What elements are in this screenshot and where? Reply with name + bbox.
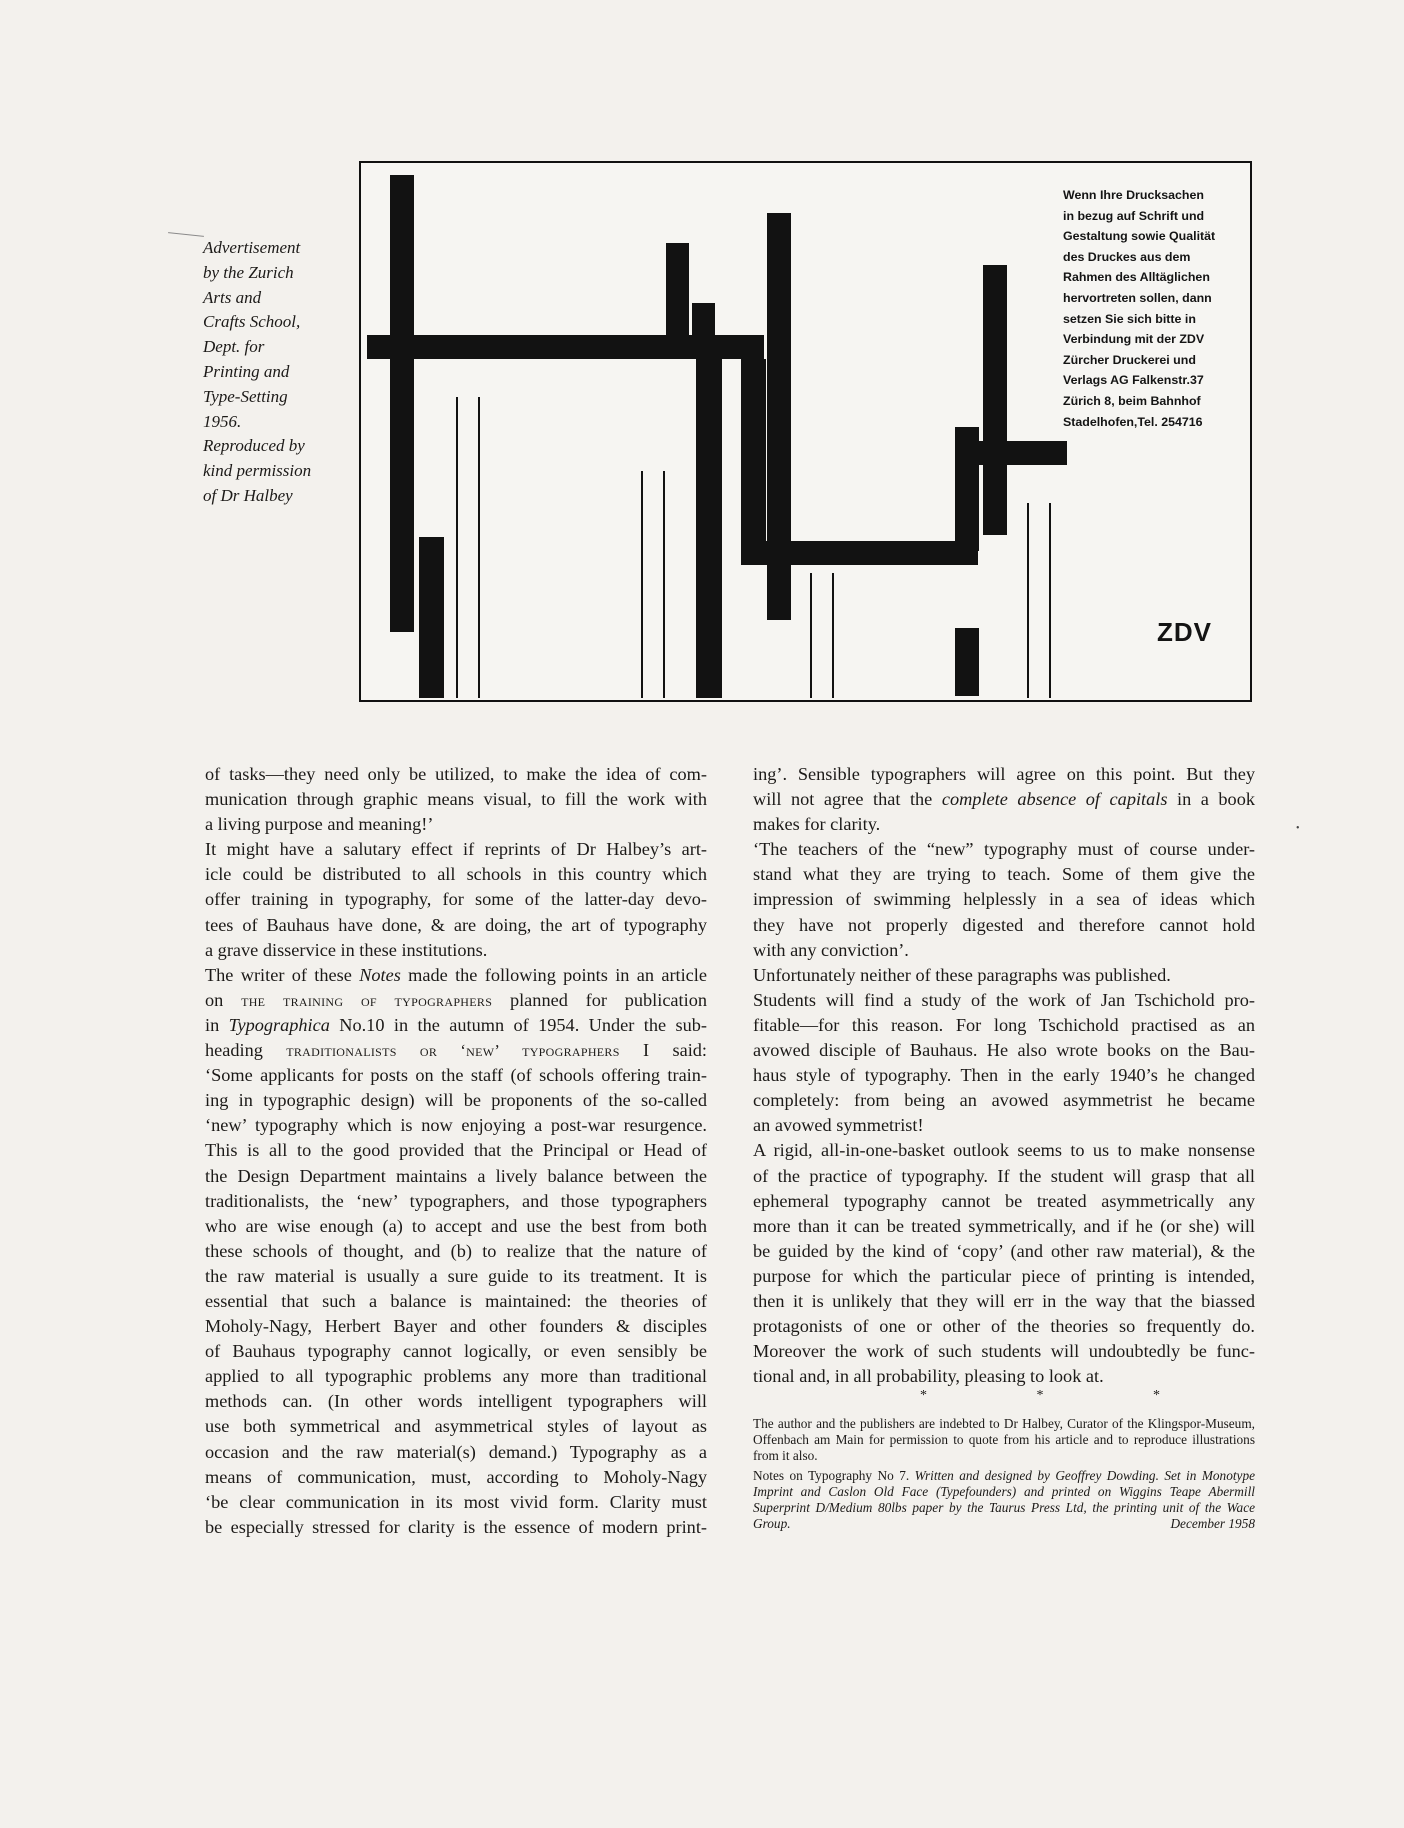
text-line: methods can. (In other words intelligent typographers will xyxy=(205,1391,707,1412)
ad-copy-line: setzen Sie sich bitte in xyxy=(1063,311,1196,326)
rule-line xyxy=(456,397,458,698)
small-caps-run: the training of typographers xyxy=(241,990,493,1010)
caption-line: of Dr Halbey xyxy=(203,485,293,505)
ad-copy-line: Verbindung mit der ZDV xyxy=(1063,332,1205,347)
caption-line: Type-Setting xyxy=(203,386,288,406)
section-separator xyxy=(920,1388,1160,1404)
text-line: munication through graphic means visual, to fill the work with xyxy=(205,789,707,810)
rule-line xyxy=(1049,503,1051,698)
text-line: protagonists of one or other of the theories so frequently do. xyxy=(753,1316,1255,1337)
ad-copy-line: Zürich 8, beim Bahnhof xyxy=(1063,393,1201,408)
text-line: with any conviction’. xyxy=(753,939,909,960)
text-line: essential that such a balance is maintained: the theories of xyxy=(205,1290,707,1311)
text-line: the raw material is usually a sure guide to its treatment. It is xyxy=(205,1265,707,1286)
text-line: a grave disservice in these institutions. xyxy=(205,939,488,960)
ad-copy-line: Verlags AG Falkenstr.37 xyxy=(1063,373,1204,388)
text-line: more than it can be treated symmetrically, and if he (or she) will xyxy=(753,1215,1255,1236)
text-run: in a book xyxy=(1167,789,1255,810)
ad-copy-line: Rahmen des Alltäglichen xyxy=(1063,270,1210,285)
rule-line xyxy=(663,471,665,698)
text-line: of the practice of typography. If the student will grasp that all xyxy=(753,1165,1255,1186)
text-run: made the following points in an article xyxy=(400,964,707,985)
ad-copy-line: Zürcher Druckerei und xyxy=(1063,352,1196,367)
ad-copy-line: des Druckes aus dem xyxy=(1063,249,1191,264)
text-line: ephemeral typography cannot be treated asymmetrically any xyxy=(753,1190,1255,1211)
bar xyxy=(741,359,766,554)
text-line: of tasks—they need only be utilized, to make the idea of com- xyxy=(205,764,707,784)
text-line: It might have a salutary effect if reprints of Dr Halbey’s art- xyxy=(205,839,707,860)
text-line: ‘new’ typography which is now enjoying a post-war resurgence. xyxy=(205,1115,707,1136)
rule-line xyxy=(1027,503,1029,698)
bar xyxy=(983,265,1007,535)
text-run: will not agree that the xyxy=(753,789,942,810)
text-line: occasion and the raw material(s) demand.) Typography as a xyxy=(205,1441,707,1462)
text-line: haus style of typography. Then in the early 1940’s he changed xyxy=(753,1065,1255,1086)
text-run: heading xyxy=(205,1040,287,1061)
bar xyxy=(390,175,414,632)
ad-copy-line: Wenn Ihre Drucksachen xyxy=(1063,188,1204,202)
text-line: tional and, in all probability, pleasing to look at. xyxy=(753,1366,1104,1387)
text-line: offer training in typography, for some of the latter-day devo- xyxy=(205,889,707,910)
text-line: ing in typographic design) will be proponents of the so-called xyxy=(205,1090,707,1111)
text-line: avowed disciple of Bauhaus. He also wrote books on the Bau- xyxy=(753,1040,1255,1061)
text-line: impression of swimming helplessly in a sea of ideas which xyxy=(753,889,1255,910)
text-line: fitable—for this reason. For long Tschichold practised as an xyxy=(753,1014,1255,1035)
text-line: an avowed symmetrist! xyxy=(753,1115,924,1136)
text-line: a living purpose and meaning!’ xyxy=(205,814,434,835)
text-line: Moholy-Nagy, Herbert Bayer and other founders & disciples xyxy=(205,1316,707,1337)
ad-copy-line: hervortreten sollen, dann xyxy=(1063,290,1212,305)
text-line: these schools of thought, and (b) to realize that the nature of xyxy=(205,1240,707,1261)
text-line xyxy=(205,1038,707,1063)
text-run: in xyxy=(205,1014,229,1035)
caption-line: Advertisement xyxy=(203,238,301,257)
text-line: ‘The teachers of the “new” typography must of course under- xyxy=(753,839,1255,860)
asterisk: * xyxy=(1153,1388,1160,1403)
colophon xyxy=(753,1468,1255,1532)
zdv-logo: ZDV xyxy=(1157,617,1212,647)
text-line: makes for clarity. xyxy=(753,814,881,835)
caption-line: Arts and xyxy=(203,287,262,307)
caption-line: 1956. xyxy=(203,411,242,431)
text-line: completely: from being an avowed asymmetrist he became xyxy=(753,1090,1255,1111)
text-line: ‘Some applicants for posts on the staff (of schools offering train- xyxy=(205,1065,707,1086)
caption-line: kind permission xyxy=(203,461,312,481)
text-line: use both symmetrical and asymmetrical styles of layout as xyxy=(205,1416,707,1437)
bar xyxy=(741,541,978,565)
text-line: means of communication, must, according to Moholy-Nagy xyxy=(205,1466,707,1487)
text-line: then it is unlikely that they will err in the way that the biassed xyxy=(753,1290,1255,1311)
caption-line: Reproduced by xyxy=(203,436,305,456)
ad-copy-line: in bezug auf Schrift und xyxy=(1063,208,1205,223)
caption-line: Crafts School, xyxy=(203,312,301,332)
caption-line: Printing and xyxy=(203,361,290,381)
text-line: stand what they are trying to teach. Some of them give the xyxy=(753,864,1255,885)
text-line: ‘be clear communication in its most vivid form. Clarity must xyxy=(205,1491,707,1512)
body-column-left xyxy=(205,762,707,1540)
ad-copy-line: Stadelhofen,Tel. 254716 xyxy=(1063,414,1203,429)
text-line xyxy=(205,963,707,988)
text-line: who are wise enough (a) to accept and use the best from both xyxy=(205,1215,707,1236)
text-line: traditionalists, the ‘new’ typographers, and those typographers xyxy=(205,1190,707,1211)
acknowledgement: The author and the publishers are indebted to Dr Halbey, Curator of the Klingspor-Museum, Offenbach am Main for permission to quote from his article and to reproduce illustrations from it also. xyxy=(753,1416,1255,1463)
text-line: be especially stressed for clarity is the essence of modern print- xyxy=(205,1516,707,1537)
colophon-credits: Written and designed by Geoffrey Dowding. Set in Monotype Imprint and Caslon Old Face (Typefounders) and printed on Wiggins Teape Abermill Superprint D/Medium 80lbs paper by the Taurus Press Ltd, the printing unit of the Wace Group. xyxy=(753,1468,1255,1531)
ad-copy xyxy=(1063,185,1243,432)
text-line xyxy=(205,1013,707,1038)
italic-run: complete absence of capitals xyxy=(941,789,1168,810)
rule-line xyxy=(478,397,480,698)
caption-line: by the Zurich xyxy=(203,262,294,282)
bar xyxy=(419,537,444,698)
margin-mark: • xyxy=(1296,823,1300,834)
body-column-right xyxy=(753,762,1255,1389)
italic-run: Typographica xyxy=(228,1014,330,1035)
text-line: Unfortunately neither of these paragraphs was published. xyxy=(753,964,1171,985)
ad-copy-line: Gestaltung sowie Qualität xyxy=(1063,229,1216,244)
bar xyxy=(955,441,1067,465)
text-line: ing’. Sensible typographers will agree on this point. But they xyxy=(753,764,1255,784)
text-line: tees of Bauhaus have done, & are doing, the art of typography xyxy=(205,914,707,935)
text-line xyxy=(753,787,1255,812)
asterisk: * xyxy=(1036,1388,1044,1403)
rule-line xyxy=(641,471,643,698)
text-run: No.10 in the autumn of 1954. Under the sub- xyxy=(329,1014,707,1035)
bar xyxy=(955,628,979,696)
text-run: planned for publication xyxy=(492,989,707,1010)
text-line: of Bauhaus typography cannot logically, or even sensibly be xyxy=(205,1341,707,1362)
text-line: the Design Department maintains a lively balance between the xyxy=(205,1165,707,1186)
figure-caption xyxy=(203,236,343,509)
text-line: icle could be distributed to all schools in this country which xyxy=(205,864,707,885)
text-line: purpose for which the particular piece of printing is intended, xyxy=(753,1265,1255,1286)
caption-line: Dept. for xyxy=(203,337,265,357)
text-run: The writer of these xyxy=(205,964,360,985)
text-line: This is all to the good provided that the Principal or Head of xyxy=(205,1140,707,1161)
text-line: they have not properly digested and therefore cannot hold xyxy=(753,914,1255,935)
rule-line xyxy=(832,573,834,698)
rule-line xyxy=(810,573,812,698)
colophon-title: Notes on Typography No 7. xyxy=(753,1468,910,1483)
text-line: be guided by the kind of ‘copy’ (and other raw material), & the xyxy=(753,1240,1255,1261)
publication-date: December 1958 xyxy=(1170,1516,1255,1531)
asterisk: * xyxy=(920,1388,927,1403)
bar xyxy=(696,359,722,698)
caption-leader-rule xyxy=(168,232,204,237)
zdv-advertisement xyxy=(359,161,1252,702)
text-run: I said: xyxy=(619,1040,707,1061)
italic-run: Notes xyxy=(359,964,401,985)
text-line: Students will find a study of the work of Jan Tschichold pro- xyxy=(753,989,1255,1010)
text-line xyxy=(205,988,707,1013)
text-run: on xyxy=(205,989,242,1010)
small-caps-run: traditionalists or ‘new’ typographers xyxy=(286,1041,620,1061)
bar xyxy=(692,303,715,343)
text-line: Moreover the work of such students will undoubtedly be func- xyxy=(753,1341,1255,1362)
text-line: A rigid, all-in-one-basket outlook seems to us to make nonsense xyxy=(753,1140,1255,1161)
bar xyxy=(666,243,689,345)
text-line: applied to all typographic problems any more than traditional xyxy=(205,1366,707,1387)
footnote xyxy=(753,1416,1255,1536)
